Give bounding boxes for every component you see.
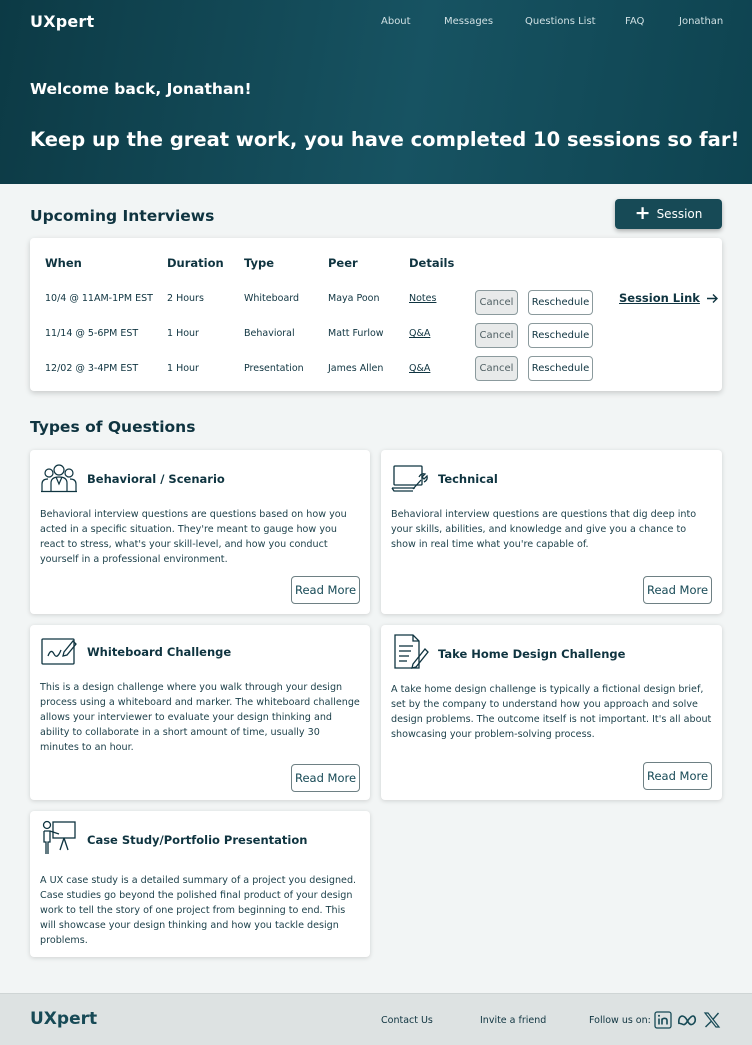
col-when: When bbox=[45, 256, 82, 270]
cell-duration: 1 Hour bbox=[167, 328, 199, 339]
cell-type: Behavioral bbox=[244, 328, 295, 339]
session-link[interactable] bbox=[619, 291, 719, 305]
question-card-take-home bbox=[381, 625, 722, 800]
col-type: Type bbox=[244, 256, 275, 270]
nav-messages[interactable]: Messages bbox=[444, 16, 494, 27]
interviews-table bbox=[30, 238, 722, 391]
nav-about[interactable]: About bbox=[381, 16, 411, 27]
reschedule-button[interactable]: Reschedule bbox=[528, 323, 593, 348]
cancel-button[interactable]: Cancel bbox=[475, 356, 518, 381]
presenter-icon bbox=[40, 820, 78, 856]
card-body: A take home design challenge is typically a fictional design brief, set by the company to understand how you approach and solve design problems. The outcome itself is not important. It's all about showcasing your problem-solving process. bbox=[391, 684, 712, 740]
cell-peer: James Allen bbox=[328, 363, 384, 374]
question-card-technical bbox=[381, 450, 722, 614]
footer-logo[interactable]: UXpert bbox=[30, 1009, 98, 1029]
follow-us-label: Follow us on: bbox=[589, 1015, 651, 1026]
reschedule-button[interactable]: Reschedule bbox=[528, 290, 593, 315]
card-body: A UX case study is a detailed summary of a project you designed. Case studies go beyond the polished final product of your design work to tell the story of one project from beginning to end. This will showcase your design thinking and how you tackle design problems. bbox=[40, 875, 357, 946]
add-session-button[interactable] bbox=[615, 199, 722, 229]
cell-duration: 2 Hours bbox=[167, 293, 204, 304]
nav-profile[interactable]: Jonathan bbox=[679, 16, 724, 27]
col-duration: Duration bbox=[167, 256, 224, 270]
table-row bbox=[30, 356, 722, 386]
session-link-label: Session Link bbox=[619, 291, 700, 305]
card-body: Behavioral interview questions are questions based on how you acted in a specific situation. They're meant to gauge how you react to stress, what's your skill-level, and how you conduct yourself in a professional environment. bbox=[40, 509, 347, 565]
card-title: Case Study/Portfolio Presentation bbox=[87, 833, 308, 847]
table-row bbox=[30, 323, 722, 353]
whiteboard-icon bbox=[40, 635, 78, 669]
welcome-heading: Welcome back, Jonathan! bbox=[30, 80, 252, 98]
cancel-button[interactable]: Cancel bbox=[475, 290, 518, 315]
hero-banner bbox=[0, 0, 752, 184]
arrow-right-icon bbox=[706, 293, 719, 304]
card-title: Take Home Design Challenge bbox=[438, 647, 626, 661]
details-link[interactable]: Q&A bbox=[409, 328, 431, 339]
details-link[interactable]: Notes bbox=[409, 293, 437, 304]
read-more-button[interactable]: Read More bbox=[643, 762, 712, 790]
cell-peer: Maya Poon bbox=[328, 293, 380, 304]
logo[interactable]: UXpert bbox=[30, 12, 95, 31]
reschedule-button[interactable]: Reschedule bbox=[528, 356, 593, 381]
cell-type: Whiteboard bbox=[244, 293, 300, 304]
col-peer: Peer bbox=[328, 256, 358, 270]
card-title: Technical bbox=[438, 472, 498, 486]
cell-when: 12/02 @ 3-4PM EST bbox=[45, 363, 139, 374]
card-title: Whiteboard Challenge bbox=[87, 645, 232, 659]
cell-duration: 1 Hour bbox=[167, 363, 199, 374]
card-body: Behavioral interview questions are questions that dig deep into your skills, abilities, and knowledge and give you a chance to show in real time what you're capable of. bbox=[391, 509, 697, 550]
cell-peer: Matt Furlow bbox=[328, 328, 384, 339]
details-link[interactable]: Q&A bbox=[409, 363, 431, 374]
question-card-case-study bbox=[30, 811, 370, 957]
cancel-button[interactable]: Cancel bbox=[475, 323, 518, 348]
group-icon bbox=[40, 463, 78, 497]
progress-message: Keep up the great work, you have completed 10 sessions so far! bbox=[30, 128, 740, 151]
nav-faq[interactable]: FAQ bbox=[625, 16, 645, 27]
cell-when: 10/4 @ 11AM-1PM EST bbox=[45, 293, 153, 304]
document-pen-icon bbox=[391, 633, 429, 671]
upcoming-title: Upcoming Interviews bbox=[30, 207, 215, 225]
footer bbox=[0, 993, 752, 1045]
plus-icon: + bbox=[634, 201, 651, 224]
col-details: Details bbox=[409, 256, 455, 270]
read-more-button[interactable]: Read More bbox=[643, 576, 712, 604]
read-more-button[interactable]: Read More bbox=[291, 764, 360, 792]
cell-when: 11/14 @ 5-6PM EST bbox=[45, 328, 139, 339]
question-card-behavioral bbox=[30, 450, 370, 614]
invite-friend-link[interactable]: Invite a friend bbox=[480, 1015, 547, 1026]
question-card-whiteboard bbox=[30, 625, 370, 800]
contact-us-link[interactable]: Contact Us bbox=[381, 1015, 433, 1026]
x-icon[interactable] bbox=[703, 1011, 721, 1029]
questions-title: Types of Questions bbox=[30, 418, 196, 436]
laptop-wrench-icon bbox=[391, 463, 429, 497]
cell-type: Presentation bbox=[244, 363, 304, 374]
nav-questions-list[interactable]: Questions List bbox=[525, 16, 596, 27]
meta-icon[interactable] bbox=[677, 1011, 698, 1029]
read-more-button[interactable]: Read More bbox=[291, 576, 360, 604]
linkedin-icon[interactable] bbox=[654, 1011, 672, 1029]
add-session-label: Session bbox=[656, 207, 703, 221]
card-title: Behavioral / Scenario bbox=[87, 472, 225, 486]
card-body: This is a design challenge where you walk through your design process using a whiteboard and marker. The whiteboard challenge allows your interviewer to evaluate your design thinking and ability to collaborate in a short amount of time, usually 30 minutes to an hour. bbox=[40, 682, 360, 753]
